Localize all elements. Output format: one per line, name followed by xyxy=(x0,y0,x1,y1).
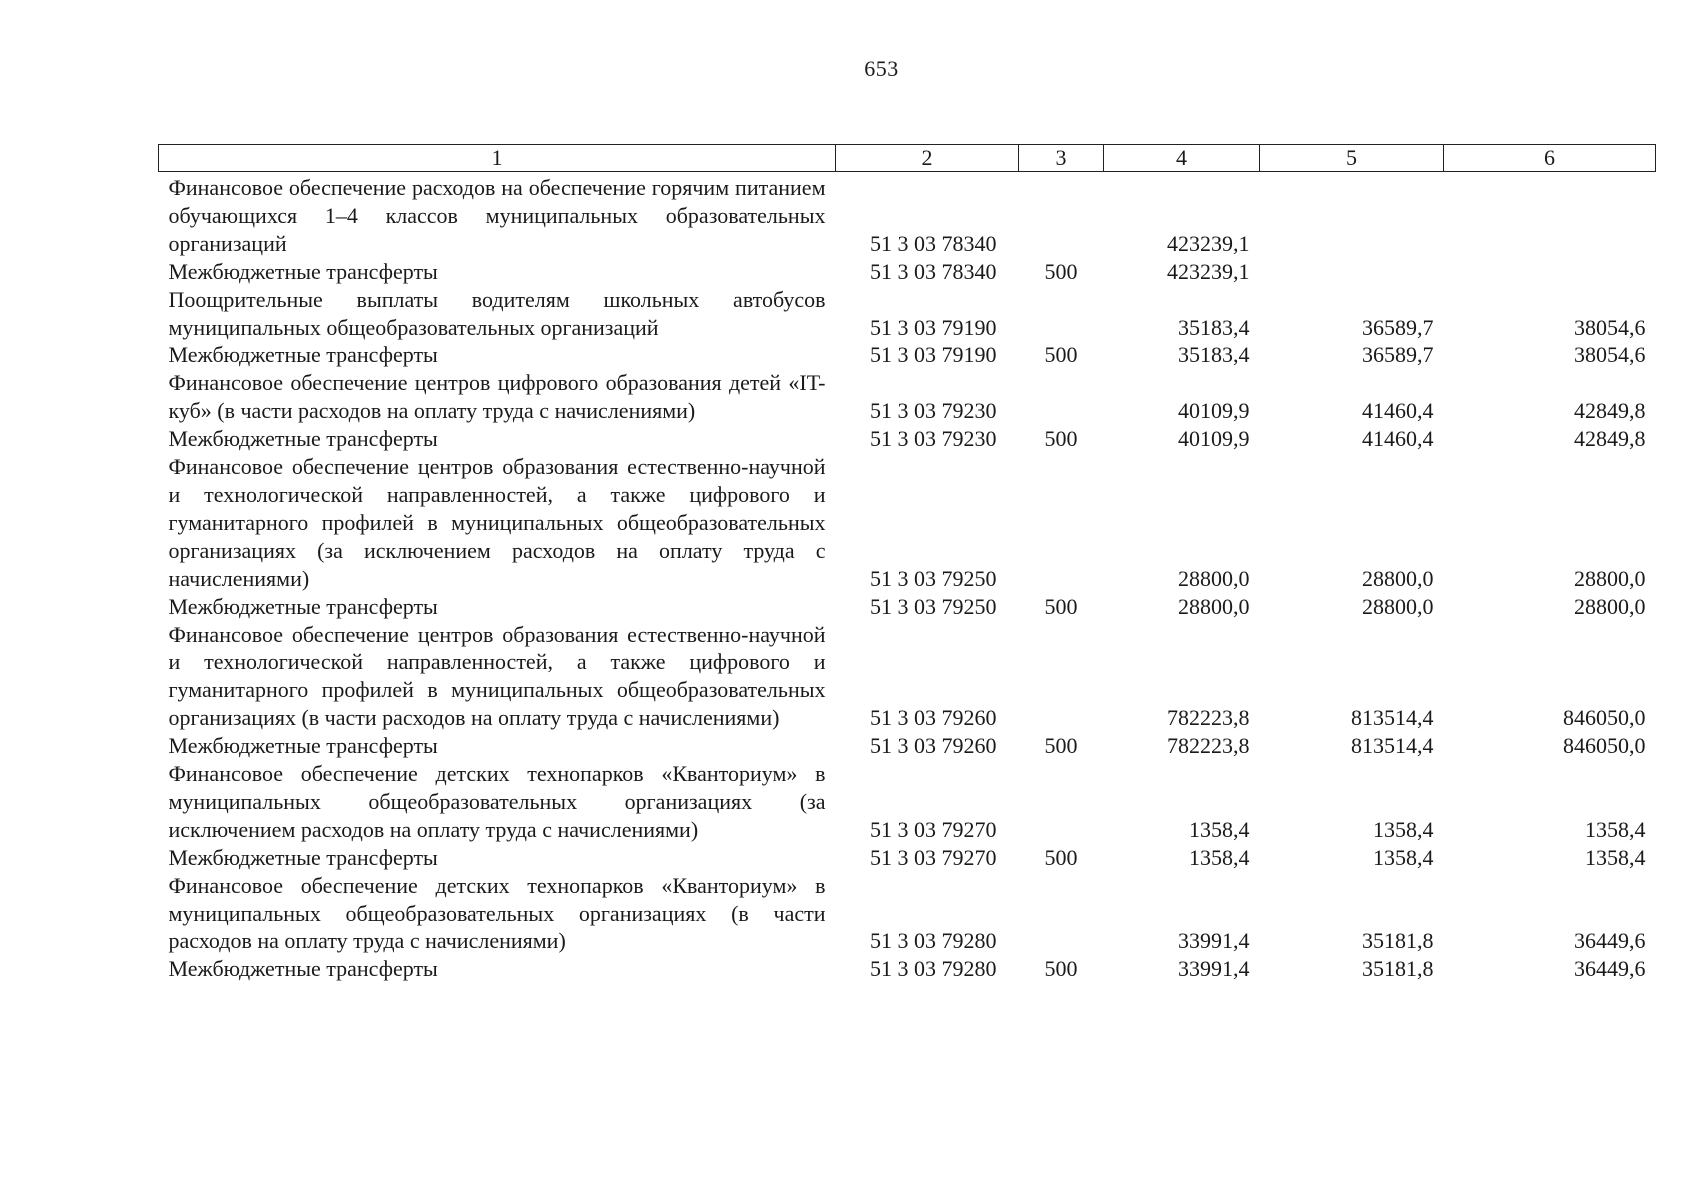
column-header-2: 2 xyxy=(836,145,1019,172)
row-value-col5: 41460,4 xyxy=(1362,398,1434,424)
page-number: 653 xyxy=(864,56,899,81)
row-value-col4: 1358,4 xyxy=(1189,844,1250,870)
row-code: 51 3 03 79280 xyxy=(870,956,997,982)
table-row xyxy=(159,593,1656,621)
row-code: 51 3 03 79270 xyxy=(870,816,997,842)
row-description: Финансовое обеспечение детских технопарков «Кванториум» в муниципальных общеобразовательных организациях (в части расходов на оплату труда с начислениями) xyxy=(168,872,826,954)
row-value-col4: 33991,4 xyxy=(1178,928,1250,954)
row-value-col5: 813514,4 xyxy=(1351,733,1434,759)
row-code: 51 3 03 78340 xyxy=(870,258,997,284)
row-code: 51 3 03 79260 xyxy=(870,705,997,731)
row-code: 51 3 03 79230 xyxy=(870,398,997,424)
row-value-col5: 35181,8 xyxy=(1362,928,1434,954)
row-value-col4: 40109,9 xyxy=(1178,426,1250,452)
row-code: 51 3 03 78340 xyxy=(870,230,997,256)
row-code: 51 3 03 79250 xyxy=(870,565,997,591)
table-row xyxy=(159,955,1656,983)
row-value-col6: 36449,6 xyxy=(1574,956,1646,982)
row-code: 51 3 03 79230 xyxy=(870,426,997,452)
table-row xyxy=(159,341,1656,369)
row-expense-type xyxy=(1019,172,1104,258)
row-expense-type: 500 xyxy=(1044,956,1078,982)
row-value-col6 xyxy=(1444,172,1656,258)
row-value-col4: 782223,8 xyxy=(1167,733,1250,759)
row-expense-type: 500 xyxy=(1044,733,1078,759)
row-expense-type xyxy=(1019,760,1104,844)
row-expense-type: 500 xyxy=(1044,593,1078,619)
row-value-col4: 40109,9 xyxy=(1178,398,1250,424)
row-value-col4: 35183,4 xyxy=(1178,314,1250,340)
row-value-col6: 42849,8 xyxy=(1574,426,1646,452)
table-row xyxy=(159,258,1656,286)
column-header-3: 3 xyxy=(1019,145,1104,172)
row-description: Межбюджетные трансферты xyxy=(168,342,438,368)
row-value-col5: 41460,4 xyxy=(1362,426,1434,452)
row-code: 51 3 03 79190 xyxy=(870,314,997,340)
row-description: Финансовое обеспечение центров образования естественно-научной и технологической направленностей, а также цифрового и гуманитарного профилей в муниципальных общеобразовательных организациях (в части расходов на оплату труда с начислениями) xyxy=(168,621,826,731)
row-description: Финансовое обеспечение центров цифрового образования детей «IT-куб» (в части расходов на оплату труда с начислениями) xyxy=(168,370,826,424)
table-body xyxy=(159,172,1656,984)
row-description: Межбюджетные трансферты xyxy=(168,426,438,452)
row-value-col6: 36449,6 xyxy=(1574,928,1646,954)
table-row xyxy=(159,172,1656,258)
row-value-col5: 35181,8 xyxy=(1362,956,1434,982)
row-description: Финансовое обеспечение детских технопарков «Кванториум» в муниципальных общеобразовательных организациях (за исключением расходов на оплату труда с начислениями) xyxy=(168,761,826,842)
row-value-col5: 28800,0 xyxy=(1362,565,1434,591)
budget-table xyxy=(158,144,1656,983)
table-row xyxy=(159,621,1656,733)
row-value-col6: 42849,8 xyxy=(1574,398,1646,424)
row-description: Межбюджетные трансферты xyxy=(168,956,438,982)
row-description: Межбюджетные трансферты xyxy=(168,844,438,870)
row-value-col4: 782223,8 xyxy=(1167,705,1250,731)
column-header-5: 5 xyxy=(1260,145,1444,172)
row-value-col6: 28800,0 xyxy=(1574,565,1646,591)
table-header xyxy=(159,145,1656,172)
row-value-col4: 28800,0 xyxy=(1178,593,1250,619)
row-expense-type xyxy=(1019,369,1104,425)
table-row xyxy=(159,844,1656,872)
row-value-col6: 846050,0 xyxy=(1563,733,1646,759)
row-expense-type: 500 xyxy=(1044,342,1078,368)
row-expense-type xyxy=(1019,453,1104,593)
row-expense-type: 500 xyxy=(1044,426,1078,452)
row-value-col4: 28800,0 xyxy=(1178,565,1250,591)
row-code: 51 3 03 79260 xyxy=(870,733,997,759)
header-row xyxy=(159,145,1656,172)
row-value-col5: 28800,0 xyxy=(1362,593,1434,619)
row-value-col5 xyxy=(1260,258,1444,286)
row-value-col5: 36589,7 xyxy=(1362,342,1434,368)
table-row xyxy=(159,369,1656,425)
row-value-col6: 38054,6 xyxy=(1574,314,1646,340)
row-value-col4: 35183,4 xyxy=(1178,342,1250,368)
column-header-6: 6 xyxy=(1444,145,1656,172)
row-value-col6: 846050,0 xyxy=(1563,705,1646,731)
table-row xyxy=(159,732,1656,760)
column-header-4: 4 xyxy=(1104,145,1260,172)
row-code: 51 3 03 79250 xyxy=(870,593,997,619)
row-expense-type: 500 xyxy=(1044,258,1078,284)
row-value-col4: 1358,4 xyxy=(1189,816,1250,842)
row-code: 51 3 03 79270 xyxy=(870,844,997,870)
table-row xyxy=(159,872,1656,956)
row-value-col5: 1358,4 xyxy=(1373,816,1434,842)
row-expense-type: 500 xyxy=(1044,844,1078,870)
column-header-1: 1 xyxy=(159,145,836,172)
row-value-col5: 36589,7 xyxy=(1362,314,1434,340)
row-value-col6 xyxy=(1444,258,1656,286)
row-description: Межбюджетные трансферты xyxy=(168,733,438,759)
row-description: Финансовое обеспечение расходов на обеспечение горячим питанием обучающихся 1–4 классов муниципальных образовательных организаций xyxy=(168,175,826,256)
row-value-col5: 813514,4 xyxy=(1351,705,1434,731)
row-value-col6: 1358,4 xyxy=(1585,816,1646,842)
row-expense-type xyxy=(1019,872,1104,956)
row-description: Поощрительные выплаты водителям школьных автобусов муниципальных общеобразовательных организаций xyxy=(168,286,826,340)
row-description: Финансовое обеспечение центров образования естественно-научной и технологической направленностей, а также цифрового и гуманитарного профилей в муниципальных общеобразовательных организациях (за исключением расходов на оплату труда с начислениями) xyxy=(168,454,826,591)
row-code: 51 3 03 79190 xyxy=(870,342,997,368)
row-value-col4: 423239,1 xyxy=(1167,258,1250,284)
table-row xyxy=(159,760,1656,844)
table-row xyxy=(159,425,1656,453)
row-value-col6: 1358,4 xyxy=(1585,844,1646,870)
row-value-col4: 423239,1 xyxy=(1167,230,1250,256)
row-value-col6: 28800,0 xyxy=(1574,593,1646,619)
row-description: Межбюджетные трансферты xyxy=(168,593,438,619)
row-description: Межбюджетные трансферты xyxy=(168,258,438,284)
table-row xyxy=(159,453,1656,593)
table-row xyxy=(159,286,1656,342)
row-value-col6: 38054,6 xyxy=(1574,342,1646,368)
row-value-col5: 1358,4 xyxy=(1373,844,1434,870)
row-expense-type xyxy=(1019,286,1104,342)
row-value-col4: 33991,4 xyxy=(1178,956,1250,982)
row-expense-type xyxy=(1019,621,1104,733)
row-value-col5 xyxy=(1260,172,1444,258)
row-code: 51 3 03 79280 xyxy=(870,928,997,954)
